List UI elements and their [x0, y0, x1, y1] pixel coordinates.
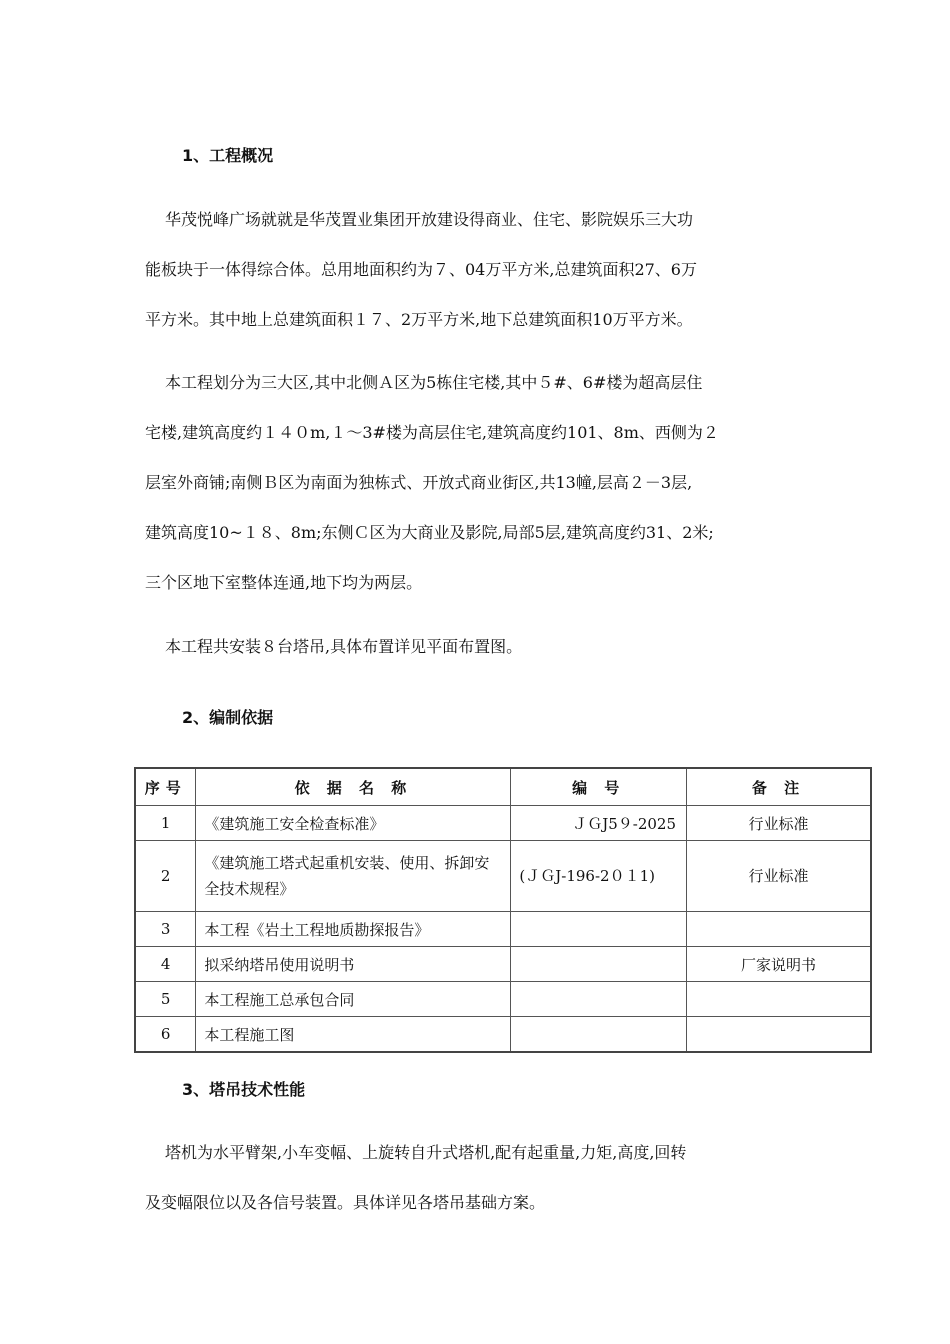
table-row [135, 912, 871, 947]
paragraph-overview-3 [145, 622, 810, 672]
header-no: 序号 [135, 768, 196, 806]
table-row [135, 1017, 871, 1053]
cell-note [687, 1017, 871, 1053]
cell-name: 本工程施工图 [196, 1017, 511, 1053]
header-name: 依 据 名 称 [196, 768, 511, 806]
text-line: 本工程划分为三大区,其中北侧Ａ区为5栋住宅楼,其中５#、6#楼为超高层住 [165, 373, 703, 392]
text-line: 及变幅限位以及各信号装置。具体详见各塔吊基础方案。 [145, 1193, 546, 1212]
section-heading-overview: 1、工程概况 [182, 146, 274, 165]
basis-table [134, 767, 872, 1053]
text-line: 平方米。其中地上总建筑面积１７、2万平方米,地下总建筑面积10万平方米。 [145, 310, 693, 329]
cell-code [511, 982, 687, 1017]
cell-note: 厂家说明书 [687, 947, 871, 982]
text-line: 层室外商铺;南侧Ｂ区为南面为独栋式、开放式商业街区,共13幢,层高２－3层, [145, 473, 693, 492]
header-note: 备 注 [687, 768, 871, 806]
cell-note [687, 912, 871, 947]
cell-code [511, 947, 687, 982]
cell-no: 2 [135, 841, 196, 912]
text-line: 三个区地下室整体连通,地下均为两层。 [145, 573, 423, 592]
cell-name: 《建筑施工塔式起重机安装、使用、拆卸安全技术规程》 [196, 841, 511, 912]
section-heading-tower-crane: 3、塔吊技术性能 [182, 1080, 306, 1099]
cell-code: ＪＧJ5９-2025 [511, 806, 687, 841]
cell-name: 拟采纳塔吊使用说明书 [196, 947, 511, 982]
cell-code: (ＪＧJ-196-2０１1) [511, 841, 687, 912]
cell-note [687, 982, 871, 1017]
table-row [135, 947, 871, 982]
cell-note: 行业标准 [687, 841, 871, 912]
cell-no: 5 [135, 982, 196, 1017]
table-header-row [135, 768, 871, 806]
text-line: 能板块于一体得综合体。总用地面积约为７、04万平方米,总建筑面积27、6万 [145, 260, 697, 279]
paragraph-overview-1 [145, 195, 810, 345]
cell-name: 本工程施工总承包合同 [196, 982, 511, 1017]
text-line: 塔机为水平臂架,小车变幅、上旋转自升式塔机,配有起重量,力矩,高度,回转 [165, 1143, 687, 1162]
section-heading-basis: 2、编制依据 [182, 708, 274, 727]
text-line: 宅楼,建筑高度约１４０m,１～3#楼为高层住宅,建筑高度约101、8m、西侧为２ [145, 423, 719, 442]
cell-name: 《建筑施工安全检查标准》 [196, 806, 511, 841]
header-code: 编 号 [511, 768, 687, 806]
cell-name: 本工程《岩土工程地质勘探报告》 [196, 912, 511, 947]
cell-no: 3 [135, 912, 196, 947]
table-row [135, 806, 871, 841]
text-line: 本工程共安装８台塔吊,具体布置详见平面布置图。 [165, 637, 523, 656]
cell-no: 6 [135, 1017, 196, 1053]
cell-no: 1 [135, 806, 196, 841]
cell-no: 4 [135, 947, 196, 982]
table-row [135, 841, 871, 912]
cell-code [511, 1017, 687, 1053]
text-line: 建筑高度10~１８、8m;东侧Ｃ区为大商业及影院,局部5层,建筑高度约31、2米; [145, 523, 714, 542]
paragraph-tower-crane [145, 1128, 810, 1228]
text-line: 华茂悦峰广场就就是华茂置业集团开放建设得商业、住宅、影院娱乐三大功 [165, 210, 694, 229]
table-row [135, 982, 871, 1017]
cell-code [511, 912, 687, 947]
cell-note: 行业标准 [687, 806, 871, 841]
paragraph-overview-2 [145, 358, 810, 608]
